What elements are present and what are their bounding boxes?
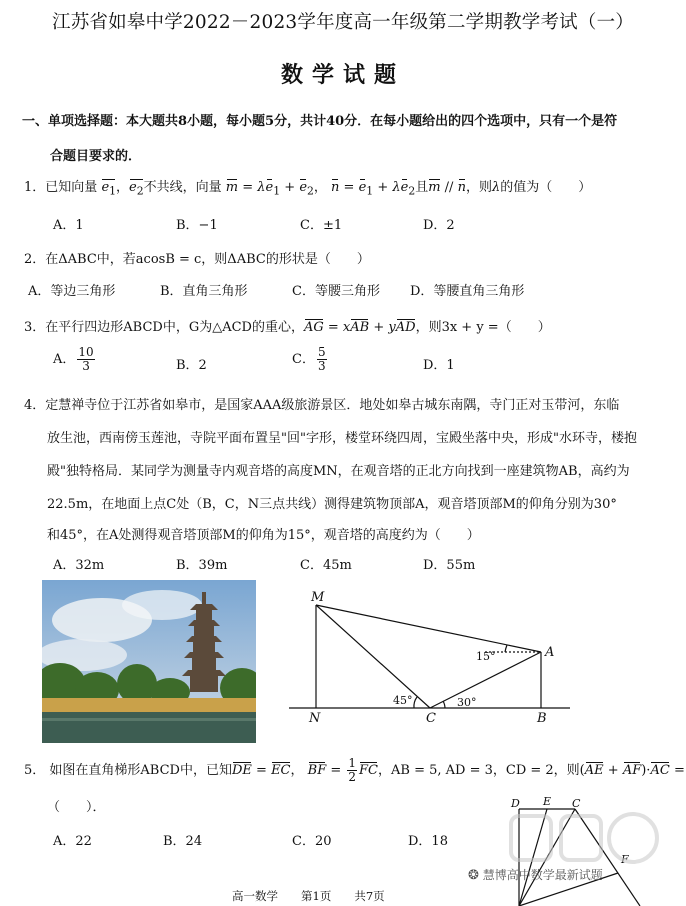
question-1: 1．已知向量 $e_1$，$e_2$不共线，向量 $m = \lambda e_1 + e_2$， $n = e_1 + \lambda e_2$且m // n，则λ的值为（ ）: [24, 180, 592, 198]
question-3: 3．在平行四边形ABCD中，G为△ACD的重心，AG = xAB + yAD，则3x + y =（ ）: [24, 320, 551, 335]
formula-de-ec: DE = EC: [231, 763, 291, 778]
label-n: N: [309, 711, 321, 725]
question-5: 5． 如图在直角梯形ABCD中，已知DE = EC， BF = $\frac{1}{2}$ FC，AB = 5, AD = 3，CD = 2，则(AE + AF)·AC =: [24, 756, 685, 784]
q3-option-c: C． $\frac{5}{3}$: [292, 345, 326, 373]
q1-option-b: B．−1: [176, 218, 218, 233]
q3-option-d: D．1: [423, 358, 455, 373]
q2-option-d: D．等腰直角三角形: [410, 284, 525, 299]
question-4-line-1: 4．定慧禅寺位于江苏省如皋市，是国家AAA级旅游景区．地处如皋古城东南隅，寺门正对玉带河，东临: [24, 398, 620, 413]
angle-15: 15°: [476, 650, 496, 663]
angle-45: 45°: [393, 694, 413, 707]
line-mc: [316, 605, 430, 708]
label-d: D: [511, 797, 520, 810]
q4-option-d: D．55m: [423, 558, 476, 573]
label-a: A: [545, 645, 555, 660]
page-footer: 高一数学 第1页 共7页: [232, 889, 385, 903]
fraction-10-3: $\frac{10}{3}$: [78, 345, 94, 373]
label-f: F: [621, 853, 629, 866]
q3-option-b: B．2: [176, 358, 207, 373]
formula-parallel: m // n: [428, 180, 466, 195]
label-c5: C: [572, 797, 581, 810]
section-heading-cont: 合题目要求的．: [50, 149, 142, 164]
q4-option-b: B．39m: [176, 558, 228, 573]
q2-option-a: A．等边三角形: [28, 284, 116, 299]
q2-option-c: C．等腰三角形: [292, 284, 380, 299]
formula-bf-fc: BF = $\frac{1}{2}$ FC: [307, 756, 378, 784]
label-m: M: [311, 590, 325, 605]
angle-30: 30°: [457, 696, 477, 709]
figure-q4: [285, 585, 575, 725]
q2-option-b: B．直角三角形: [160, 284, 248, 299]
wechat-icon: ❂: [468, 868, 479, 883]
label-e: E: [543, 795, 552, 808]
q1-option-a: A．1: [53, 218, 84, 233]
vector-e1: $e_1$: [101, 180, 117, 198]
q5-option-d: D．18: [408, 834, 448, 849]
q4-option-c: C．45m: [300, 558, 352, 573]
line-ma: [316, 605, 541, 652]
q5-option-b: B．24: [163, 834, 203, 849]
question-4-line-4: 22.5m，在地面上点C处（B，C，N三点共线）测得建筑物顶部A，观音塔顶部M的仰角分别为30°: [47, 497, 617, 512]
label-b: B: [537, 711, 547, 725]
section-heading: 一、单项选择题：本大题共8小题，每小题5分，共计40分．在每小题给出的四个选项中，只有一个是符: [22, 114, 618, 129]
exam-title: 江苏省如皋中学2022－2023学年度高一年级第二学期教学考试（一）: [52, 12, 634, 33]
pagoda-photo: [42, 580, 256, 743]
watermark-text: ❂ 慧博高中数学最新试题: [468, 868, 603, 883]
watermark-stamp: [505, 808, 665, 868]
q5-option-a: A．22: [53, 834, 92, 849]
q1-option-d: D．2: [423, 218, 455, 233]
q4-option-a: A．32m: [53, 558, 105, 573]
question-4-line-5: 和45°，在A处测得观音塔顶部M的仰角为15°，观音塔的高度约为（ ）: [47, 528, 480, 543]
vector-e2: $e_2$: [129, 180, 144, 198]
arc-15: [505, 645, 507, 652]
arc-30: [443, 701, 445, 708]
formula-m: $m = \lambda e_1 + e_2$: [225, 180, 314, 198]
question-4-line-3: 殿"独特格局．某同学为测量寺内观音塔的高度MN，在观音塔的正北方向找到一座建筑物AB，高约为: [47, 464, 630, 479]
formula-n: $n = e_1 + \lambda e_2$: [331, 180, 416, 198]
question-2: 2．在ΔABC中，若acosB = c，则ΔABC的形状是（ ）: [24, 252, 370, 267]
label-c: C: [426, 711, 436, 725]
q3-option-a: A． $\frac{10}{3}$: [53, 345, 94, 373]
fraction-5-3: $\frac{5}{3}$: [317, 345, 326, 373]
formula-dot: (AE + AF)·AC: [579, 763, 670, 778]
subject-title: 数学试题: [280, 62, 405, 88]
question-4-line-2: 放生池，西南傍玉莲池，寺院平面布置呈"回"字形，楼堂环绕四周，宝殿坐落中央，形成"水环寺，楼抱: [47, 431, 637, 446]
arc-45: [414, 697, 417, 708]
formula-ag: AG = xAB + yAD: [303, 320, 416, 335]
q5-option-c: C．20: [292, 834, 332, 849]
q1-option-c: C．±1: [300, 218, 343, 233]
q5-blank: （ ）．: [47, 800, 106, 815]
